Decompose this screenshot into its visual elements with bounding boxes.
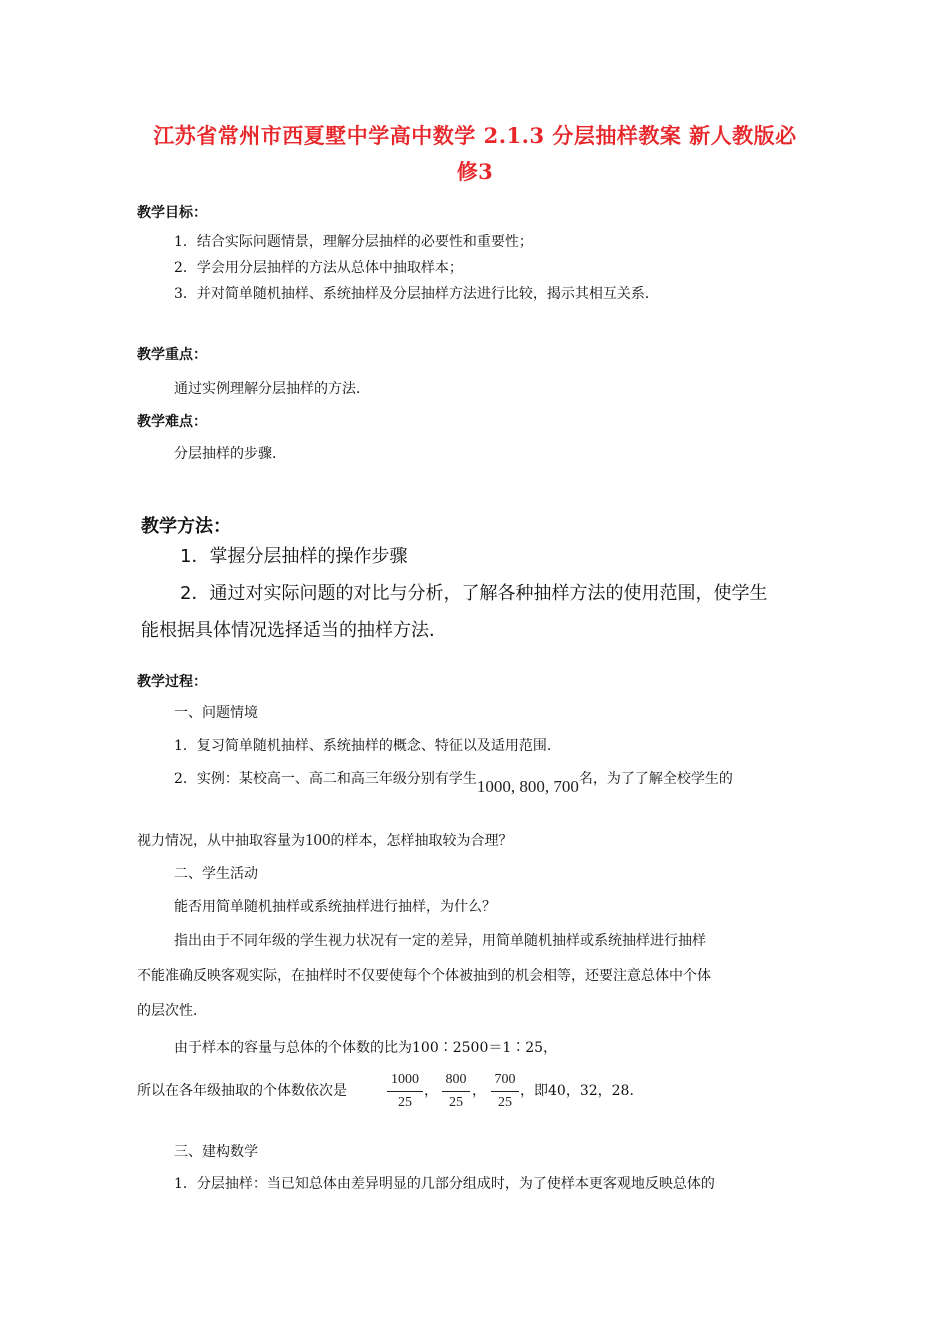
sample-size: 100: [305, 830, 331, 849]
document-title: [120, 118, 830, 190]
answer-line-3: 的层次性．: [137, 1003, 207, 1019]
fraction-comma-2: ，: [472, 1083, 486, 1099]
fraction-3-denominator: 25: [498, 1095, 512, 1110]
section-1-title: 一、问题情境: [174, 705, 258, 721]
example2-prefix: 视力情况，从中抽取容量为: [137, 833, 305, 849]
fraction-1-denominator: 25: [398, 1095, 412, 1110]
paragraph-example-line-1: [174, 768, 733, 796]
method-item-2-line-2: 能根据具体情况选择适当的抽样方法．: [141, 620, 447, 641]
answer-line-2: 不能准确反映客观实际，在抽样时不仅要使每个个体被抽到的机会相等，还要注意总体中个体: [137, 968, 711, 984]
method-item-1: 1．掌握分层抽样的操作步骤: [180, 546, 408, 567]
goal-item-3: 3．并对简单随机抽样、系统抽样及分层抽样方法进行比较，揭示其相互关系．: [174, 286, 659, 302]
title-line-1: 江苏省常州市西夏墅中学高中数学 2.1.3 分层抽样教案 新人教版必: [153, 123, 797, 148]
difficulty-heading: 教学难点：: [137, 414, 207, 430]
key-point-heading: 教学重点：: [137, 347, 207, 363]
section-2-title: 二、学生活动: [174, 866, 258, 882]
method-item-2-line-1: 2．通过对实际问题的对比与分析，了解各种抽样方法的使用范围，使学生: [180, 583, 768, 604]
goal-item-2: 2．学会用分层抽样的方法从总体中抽取样本；: [174, 260, 463, 276]
goal-item-1: 1．结合实际问题情景，理解分层抽样的必要性和重要性；: [174, 234, 533, 250]
ratio-text: 由于样本的容量与总体的个体数的比为100∶2500＝1∶25，: [174, 1040, 558, 1056]
key-point-text: 通过实例理解分层抽样的方法．: [174, 381, 370, 397]
goals-heading: 教学目标：: [137, 205, 207, 221]
answer-line-1: 指出由于不同年级的学生视力状况有一定的差异，用简单随机抽样或系统抽样进行抽样: [174, 933, 706, 949]
fraction-grade-1: [387, 1071, 423, 1112]
fraction-1-numerator: 1000: [391, 1072, 419, 1087]
fraction-2-denominator: 25: [449, 1095, 463, 1110]
process-heading: 教学过程：: [137, 674, 207, 690]
calc-prefix: 所以在各年级抽取的个体数依次是: [137, 1083, 347, 1099]
fraction-2-bar: [442, 1091, 470, 1092]
student-counts: 1000, 800, 700: [476, 777, 579, 796]
calc-suffix: ，即40，32，28．: [520, 1083, 644, 1099]
example-prefix: 2．实例：某校高一、高二和高三年级分别有学生: [174, 771, 477, 787]
method-heading: 教学方法：: [141, 516, 231, 537]
example2-suffix: 的样本，怎样抽取较为合理？: [330, 833, 513, 849]
paragraph-example-line-2: [137, 830, 513, 850]
fraction-comma-1: ，: [424, 1083, 438, 1099]
question-text: 能否用简单随机抽样或系统抽样进行抽样，为什么？: [174, 899, 496, 915]
section-3-title: 三、建构数学: [174, 1144, 258, 1160]
definition-line-1: 1．分层抽样：当已知总体由差异明显的几部分组成时，为了使样本更客观地反映总体的: [174, 1176, 715, 1192]
fraction-2-numerator: 800: [445, 1072, 467, 1087]
title-line-2: 修3: [456, 159, 494, 184]
difficulty-text: 分层抽样的步骤．: [174, 446, 286, 462]
paragraph-review: 1．复习简单随机抽样、系统抽样的概念、特征以及适用范围．: [174, 738, 561, 754]
example-suffix: 名，为了了解全校学生的: [578, 771, 733, 787]
fraction-1-bar: [387, 1091, 423, 1092]
fraction-3-numerator: 700: [494, 1072, 516, 1087]
fraction-grade-3: [491, 1071, 519, 1112]
fraction-3-bar: [491, 1091, 519, 1092]
fraction-grade-2: [442, 1071, 470, 1112]
